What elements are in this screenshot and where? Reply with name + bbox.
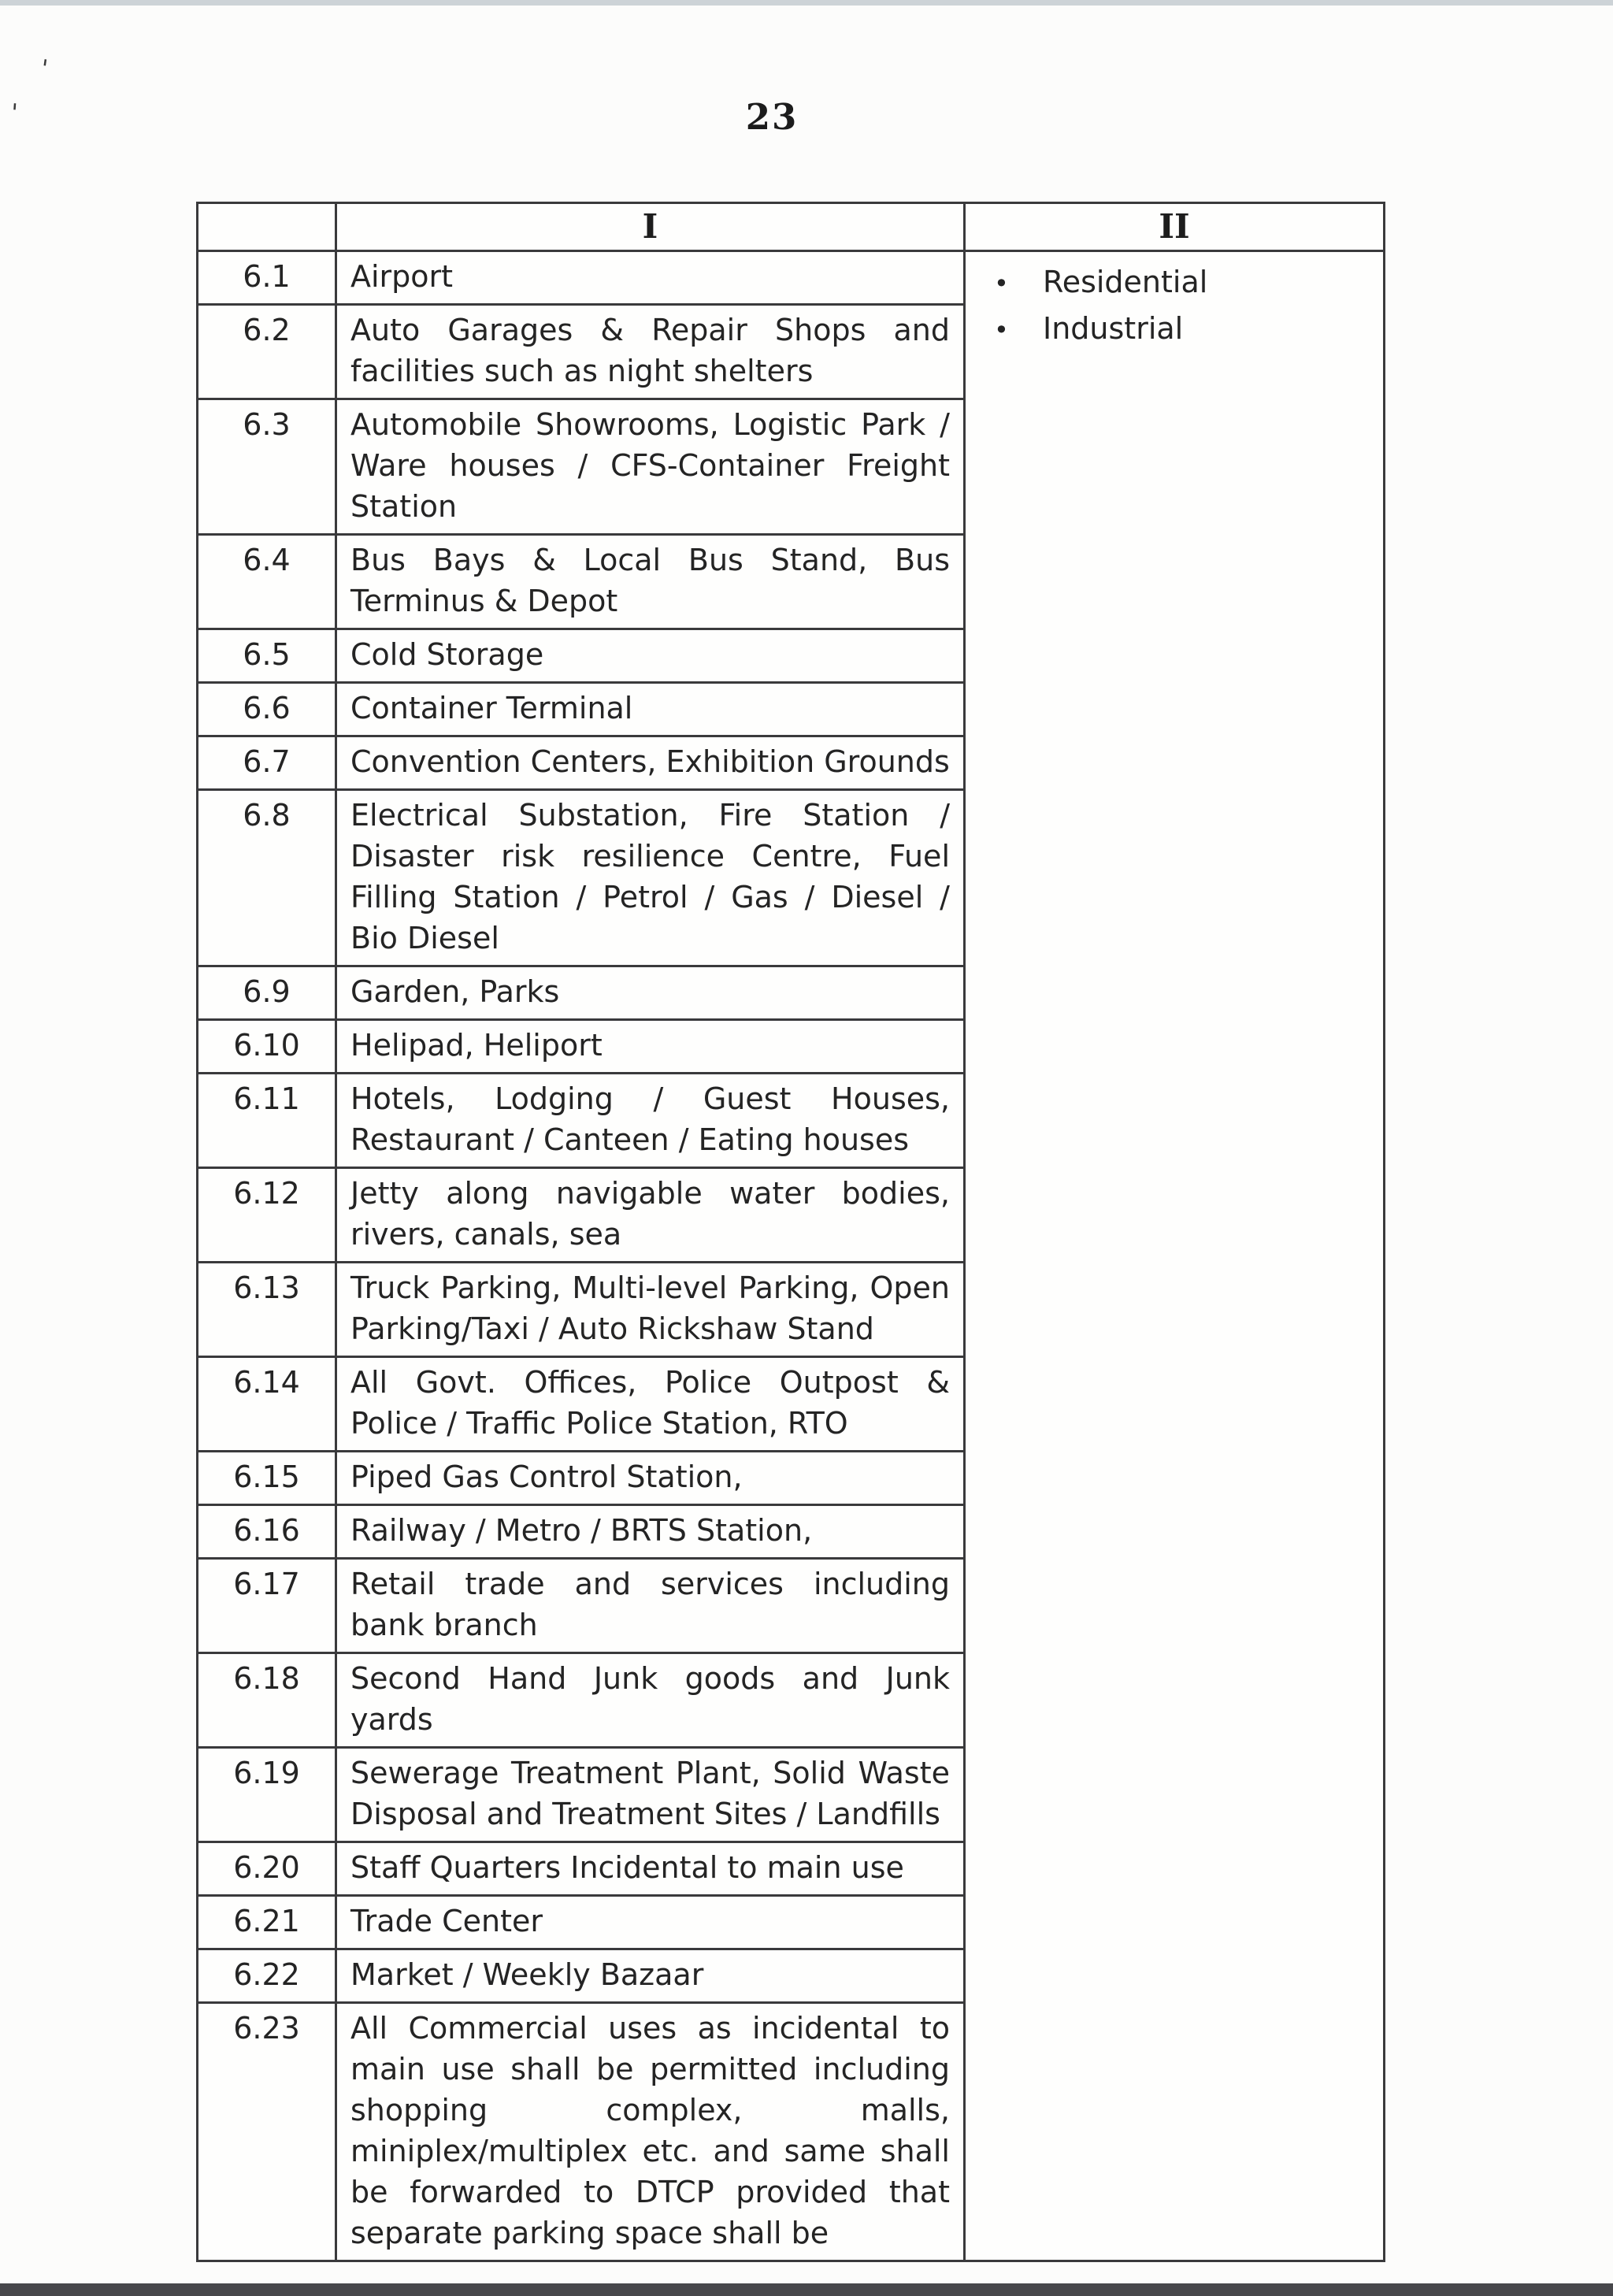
row-description-cell: Container Terminal [336,683,965,736]
row-number-cell: 6.2 [198,305,336,399]
row-number-cell: 6.1 [198,251,336,305]
table-head [198,203,1385,251]
row-description-cell: Second Hand Junk goods and Junk yards [336,1653,965,1748]
row-description-cell: Electrical Substation, Fire Station / Disaster risk resilience Centre, Fuel Filling Station / Petrol / Gas / Diesel / Bio Diesel [336,790,965,966]
table-header-row [198,203,1385,251]
row-number-cell: 6.3 [198,399,336,535]
row-number-cell: 6.7 [198,736,336,790]
row-description-cell: Convention Centers, Exhibition Grounds [336,736,965,790]
row-description-cell: Automobile Showrooms, Logistic Park / Ware houses / CFS-Container Freight Station [336,399,965,535]
zone-label: Residential [1043,265,1208,299]
row-description-cell: Garden, Parks [336,966,965,1020]
header-serial-cell [198,203,336,251]
row-number-cell: 6.19 [198,1748,336,1842]
row-description-cell: Market / Weekly Bazaar [336,1949,965,2003]
zone-label: Industrial [1043,311,1184,346]
bullet-dot-icon: • [994,269,1009,299]
row-number-cell: 6.15 [198,1452,336,1505]
bullet-dot-icon: • [994,315,1009,345]
row-description-cell: Trade Center [336,1896,965,1949]
row-number-cell: 6.9 [198,966,336,1020]
row-number-cell: 6.22 [198,1949,336,2003]
row-number-cell: 6.5 [198,629,336,683]
scan-speck: ' [39,54,50,83]
row-description-cell: Auto Garages & Repair Shops and facilities such as night shelters [336,305,965,399]
row-number-cell: 6.4 [198,535,336,629]
row-number-cell: 6.17 [198,1559,336,1653]
row-number-cell: 6.18 [198,1653,336,1748]
table-body [198,251,1385,2261]
header-column-i: I [336,203,965,251]
row-description-cell: Jetty along navigable water bodies, rivers, canals, sea [336,1168,965,1263]
row-description-cell: Hotels, Lodging / Guest Houses, Restaurant / Canteen / Eating houses [336,1074,965,1168]
row-number-cell: 6.20 [198,1842,336,1896]
page-number: 23 [745,96,799,138]
row-number-cell: 6.10 [198,1020,336,1074]
row-description-cell: Airport [336,251,965,305]
permitted-zones-cell [965,251,1385,2261]
row-description-cell: Staff Quarters Incidental to main use [336,1842,965,1896]
row-number-cell: 6.13 [198,1263,336,1357]
row-number-cell: 6.12 [198,1168,336,1263]
row-number-cell: 6.23 [198,2003,336,2261]
scan-speck: ' [9,98,19,128]
header-column-ii: II [965,203,1385,251]
zone-bullet-item [972,260,1377,306]
row-description-cell: Piped Gas Control Station, [336,1452,965,1505]
row-description-cell: Retail trade and services including bank branch [336,1559,965,1653]
row-number-cell: 6.8 [198,790,336,966]
row-number-cell: 6.16 [198,1505,336,1559]
row-description-cell: Truck Parking, Multi-level Parking, Open Parking/Taxi / Auto Rickshaw Stand [336,1263,965,1357]
row-number-cell: 6.14 [198,1357,336,1452]
row-description-cell: Sewerage Treatment Plant, Solid Waste Disposal and Treatment Sites / Landfills [336,1748,965,1842]
table-row [198,251,1385,305]
row-number-cell: 6.6 [198,683,336,736]
row-number-cell: 6.11 [198,1074,336,1168]
row-description-cell: All Govt. Offices, Police Outpost & Police / Traffic Police Station, RTO [336,1357,965,1452]
row-description-cell: All Commercial uses as incidental to main use shall be permitted including shopping complex, malls, miniplex/multiplex etc. and same shall be forwarded to DTCP provided that separate parking space shall be [336,2003,965,2261]
row-description-cell: Cold Storage [336,629,965,683]
scan-top-edge-strip [0,0,1613,6]
row-description-cell: Railway / Metro / BRTS Station, [336,1505,965,1559]
zone-bullet-item [972,306,1377,353]
row-number-cell: 6.21 [198,1896,336,1949]
row-description-cell: Bus Bays & Local Bus Stand, Bus Terminus & Depot [336,535,965,629]
row-description-cell: Helipad, Heliport [336,1020,965,1074]
scan-bottom-edge-bar [0,2283,1613,2296]
permitted-uses-table [196,202,1385,2262]
